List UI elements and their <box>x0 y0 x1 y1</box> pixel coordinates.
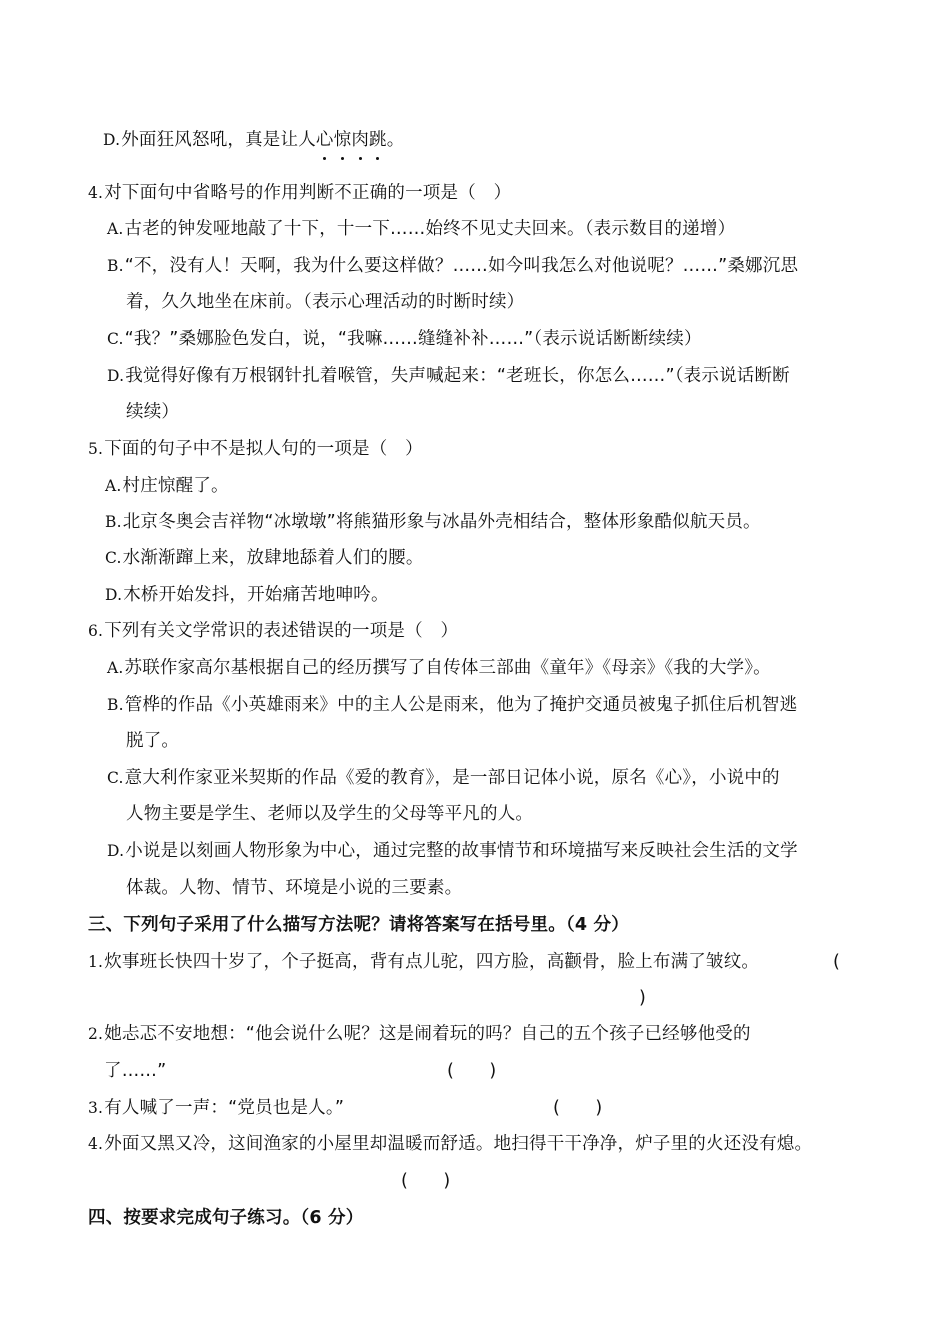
option-text: 意大利作家亚米契斯的作品《爱的教育》，是一部日记体小说，原名《心》，小说中的 <box>124 768 780 788</box>
emphasis-char: 心 <box>315 130 334 150</box>
emphasis-char: 惊 <box>333 130 352 150</box>
section3-item-1 <box>88 950 759 974</box>
option-text: 木桥开始发抖，开始痛苦地呻吟。 <box>123 585 389 605</box>
question-4-stem <box>88 181 511 205</box>
option-text: 苏联作家高尔基根据自己的经历撰写了自传体三部曲《童年》《母亲》《我的大学》。 <box>124 658 771 678</box>
question-text: 下面的句子中不是拟人句的一项是（ ） <box>104 439 423 459</box>
question-text: 炊事班长快四十岁了，个子挺高，背有点儿驼，四方脸，高颧骨，脸上布满了皱纹。 <box>104 952 760 972</box>
option-letter: B. <box>107 257 124 275</box>
question-text: 有人喊了一声：“党员也是人。” <box>104 1098 345 1118</box>
answer-paren[interactable]: ( ) <box>553 1098 603 1118</box>
question-number: 3. <box>88 1099 104 1117</box>
q6-option-b <box>107 693 797 717</box>
question-number: 4. <box>88 184 104 202</box>
section3-item-2-cont: 了……” <box>104 1061 167 1081</box>
answer-paren[interactable]: ( ) <box>401 1171 451 1191</box>
q4-option-d-cont: 续续） <box>126 402 180 422</box>
q4-option-d <box>107 364 790 388</box>
q6-option-b-cont: 脱了。 <box>126 731 180 751</box>
option-text: 管桦的作品《小英雄雨来》中的主人公是雨来，他为了掩护交通员被鬼子抓住后机智逃 <box>124 695 798 715</box>
option-text: 。 <box>386 130 405 150</box>
option-letter: C. <box>105 549 122 567</box>
option-letter: C. <box>107 330 124 348</box>
option-text: 古老的钟发哑地敲了十下，十一下……始终不见丈夫回来。（表示数目的递增） <box>124 219 736 239</box>
question-number: 2. <box>88 1025 104 1043</box>
option-text: 北京冬奥会吉祥物“冰墩墩”将熊猫形象与冰晶外壳相结合，整体形象酷似航天员。 <box>122 512 761 532</box>
option-letter: D. <box>107 842 125 860</box>
question-text: 下列有关文学常识的表述错误的一项是（ ） <box>104 621 459 641</box>
q5-option-d <box>105 583 389 607</box>
option-letter: B. <box>105 513 122 531</box>
option-text: “我？”桑娜脸色发白，说，“我嘛……缝缝补补……”（表示说话断断续续） <box>124 329 702 349</box>
q4-option-c <box>107 327 702 351</box>
answer-paren-open[interactable]: ( <box>833 952 841 972</box>
option-letter: D. <box>103 131 121 149</box>
option-text: 我觉得好像有万根钢针扎着喉管，失声喊起来：“老班长，你怎么……”（表示说话断断 <box>125 366 790 386</box>
q3-option-d <box>103 128 404 152</box>
section-4-title: 四、按要求完成句子练习。（6 分） <box>88 1208 364 1228</box>
option-text: 村庄惊醒了。 <box>122 476 229 496</box>
q5-option-a <box>105 474 229 498</box>
question-text: 她忐忑不安地想：“他会说什么呢？这是闹着玩的吗？自己的五个孩子已经够他受的 <box>104 1024 751 1044</box>
question-number: 1. <box>88 953 104 971</box>
option-text: 水渐渐蹿上来，放肆地舔着人们的腰。 <box>122 548 424 568</box>
q5-option-b <box>105 510 761 534</box>
q6-option-d <box>107 839 798 863</box>
option-letter: D. <box>105 586 123 604</box>
section3-item-4 <box>88 1132 812 1156</box>
emphasis-char: 肉 <box>351 130 370 150</box>
option-text: 外面狂风怒吼，真是让人 <box>121 130 316 150</box>
q6-option-a <box>107 656 771 680</box>
section3-item-3 <box>88 1096 344 1120</box>
emphasis-char: 跳 <box>369 130 387 150</box>
question-text: 外面又黑又冷，这间渔家的小屋里却温暖而舒适。地扫得干干净净，炉子里的火还没有熄。 <box>104 1134 813 1154</box>
option-text: 小说是以刻画人物形象为中心，通过完整的故事情节和环境描写来反映社会生活的文学 <box>125 841 798 861</box>
section-3-title: 三、下列句子采用了什么描写方法呢？请将答案写在括号里。（4 分） <box>88 915 629 935</box>
question-number: 4. <box>88 1135 104 1153</box>
question-5-stem <box>88 437 423 461</box>
q5-option-c <box>105 546 424 570</box>
question-number: 5. <box>88 440 104 458</box>
q4-option-b <box>107 254 798 278</box>
q6-option-c <box>107 766 780 790</box>
question-6-stem <box>88 619 458 643</box>
answer-paren-close[interactable]: ) <box>639 988 647 1008</box>
q4-option-b-cont: 着，久久地坐在床前。（表示心理活动的时断时续） <box>126 292 525 312</box>
option-letter: B. <box>107 696 124 714</box>
option-letter: A. <box>107 220 124 238</box>
question-text: 对下面句中省略号的作用判断不正确的一项是（ ） <box>104 183 512 203</box>
answer-paren[interactable]: ( ) <box>447 1061 497 1081</box>
q4-option-a <box>107 217 735 241</box>
option-letter: A. <box>105 477 122 495</box>
section3-item-2 <box>88 1022 751 1046</box>
option-text: “不，没有人！天啊，我为什么要这样做？……如今叫我怎么对他说呢？……”桑娜沉思 <box>124 256 799 276</box>
q6-option-c-cont: 人物主要是学生、老师以及学生的父母等平凡的人。 <box>126 804 534 824</box>
q6-option-d-cont: 体裁。人物、情节、环境是小说的三要素。 <box>126 878 463 898</box>
option-letter: C. <box>107 769 124 787</box>
option-letter: A. <box>107 659 124 677</box>
question-number: 6. <box>88 622 104 640</box>
option-letter: D. <box>107 367 125 385</box>
